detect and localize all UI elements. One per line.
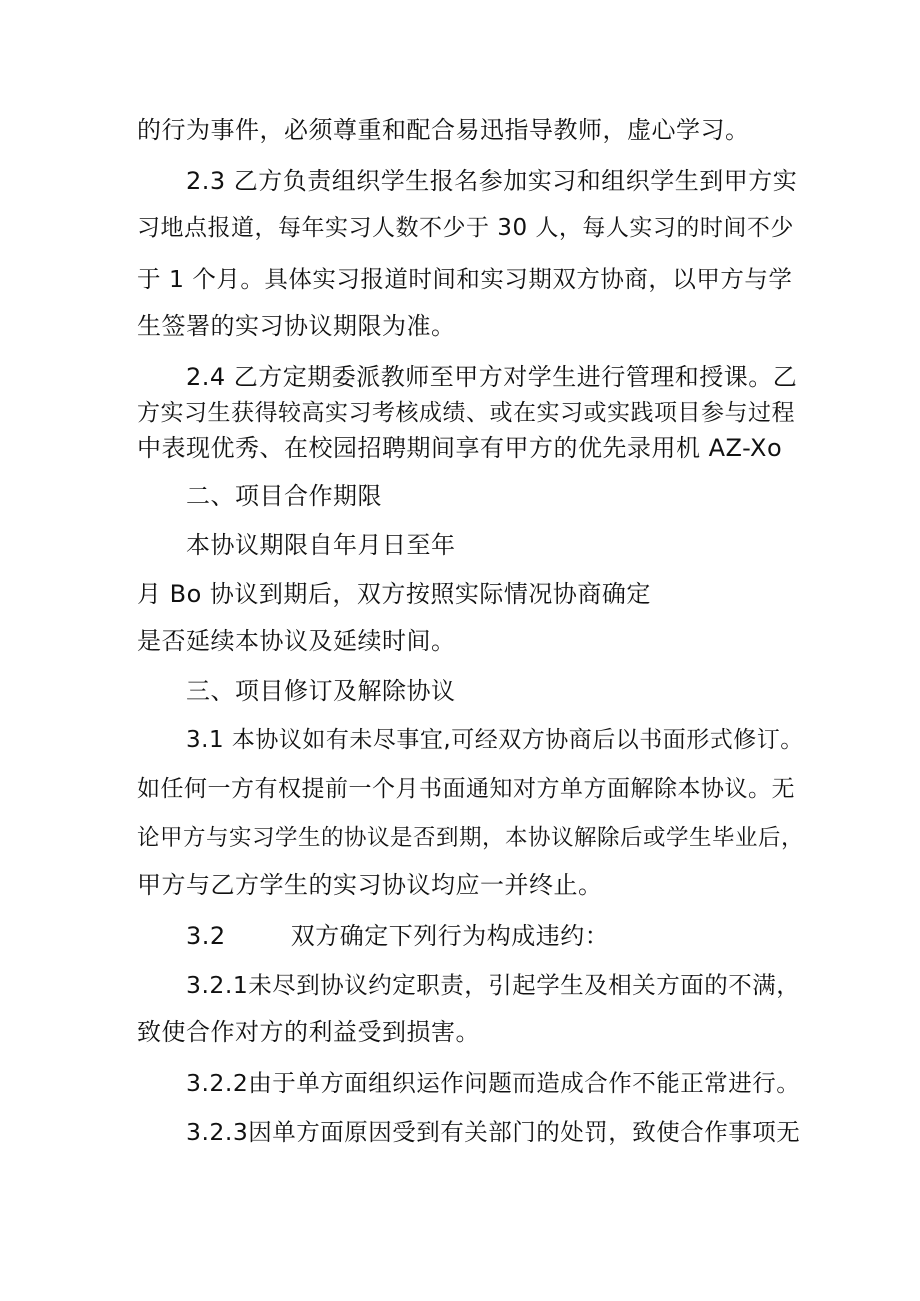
text-line-6: 2.4 乙方定期委派教师至甲方对学生进行管理和授课。乙: [186, 363, 798, 391]
text-line-5: 生签署的实习协议期限为准。: [137, 312, 456, 340]
text-line-19: 3.2.1未尽到协议约定职责，引起学生及相关方面的不满，: [186, 971, 801, 999]
text-line-20: 致使合作对方的利益受到损害。: [137, 1018, 480, 1046]
text-line-21: 3.2.2由于单方面组织运作问题而造成合作不能正常进行。: [186, 1069, 801, 1097]
section-heading-term: 二、项目合作期限: [186, 482, 382, 510]
text-line-7: 方实习生获得较高实习考核成绩、或在实习或实践项目参与过程: [137, 400, 795, 426]
text-line-2: 2.3 乙方负责组织学生报名参加实习和组织学生到甲方实: [186, 167, 798, 195]
text-line-8: 中表现优秀、在校园招聘期间享有甲方的优先录用机 AZ-Xo: [137, 434, 783, 462]
text-line-3: 习地点报道，每年实习人数不少于 30 人，每人实习的时间不少: [137, 215, 794, 241]
section-heading-revision: 三、项目修订及解除协议: [186, 677, 456, 705]
text-line-18: 3.2 双方确定下列行为构成违约：: [186, 922, 610, 950]
text-line-12: 是否延续本协议及延续时间。: [137, 627, 456, 655]
text-line-17: 甲方与乙方学生的实习协议均应一并终止。: [137, 871, 603, 899]
text-line-22: 3.2.3因单方面原因受到有关部门的处罚，致使合作事项无: [186, 1118, 801, 1146]
text-line-10: 本协议期限自年月日至年: [186, 531, 456, 559]
text-line-11: 月 Bo 协议到期后，双方按照实际情况协商确定: [137, 580, 651, 608]
text-line-4: 于 1 个月。具体实习报道时间和实习期双方协商，以甲方与学: [137, 265, 793, 293]
text-line-14: 3.1 本协议如有未尽事宜,可经双方协商后以书面形式修订。: [186, 727, 804, 753]
text-line-15: 如任何一方有权提前一个月书面通知对方单方面解除本协议。无: [137, 776, 795, 802]
text-line-16: 论甲方与实习学生的协议是否到期，本协议解除后或学生毕业后，: [137, 825, 805, 851]
text-line-1: 的行为事件，必须尊重和配合易迅指导教师，虚心学习。: [137, 116, 750, 144]
